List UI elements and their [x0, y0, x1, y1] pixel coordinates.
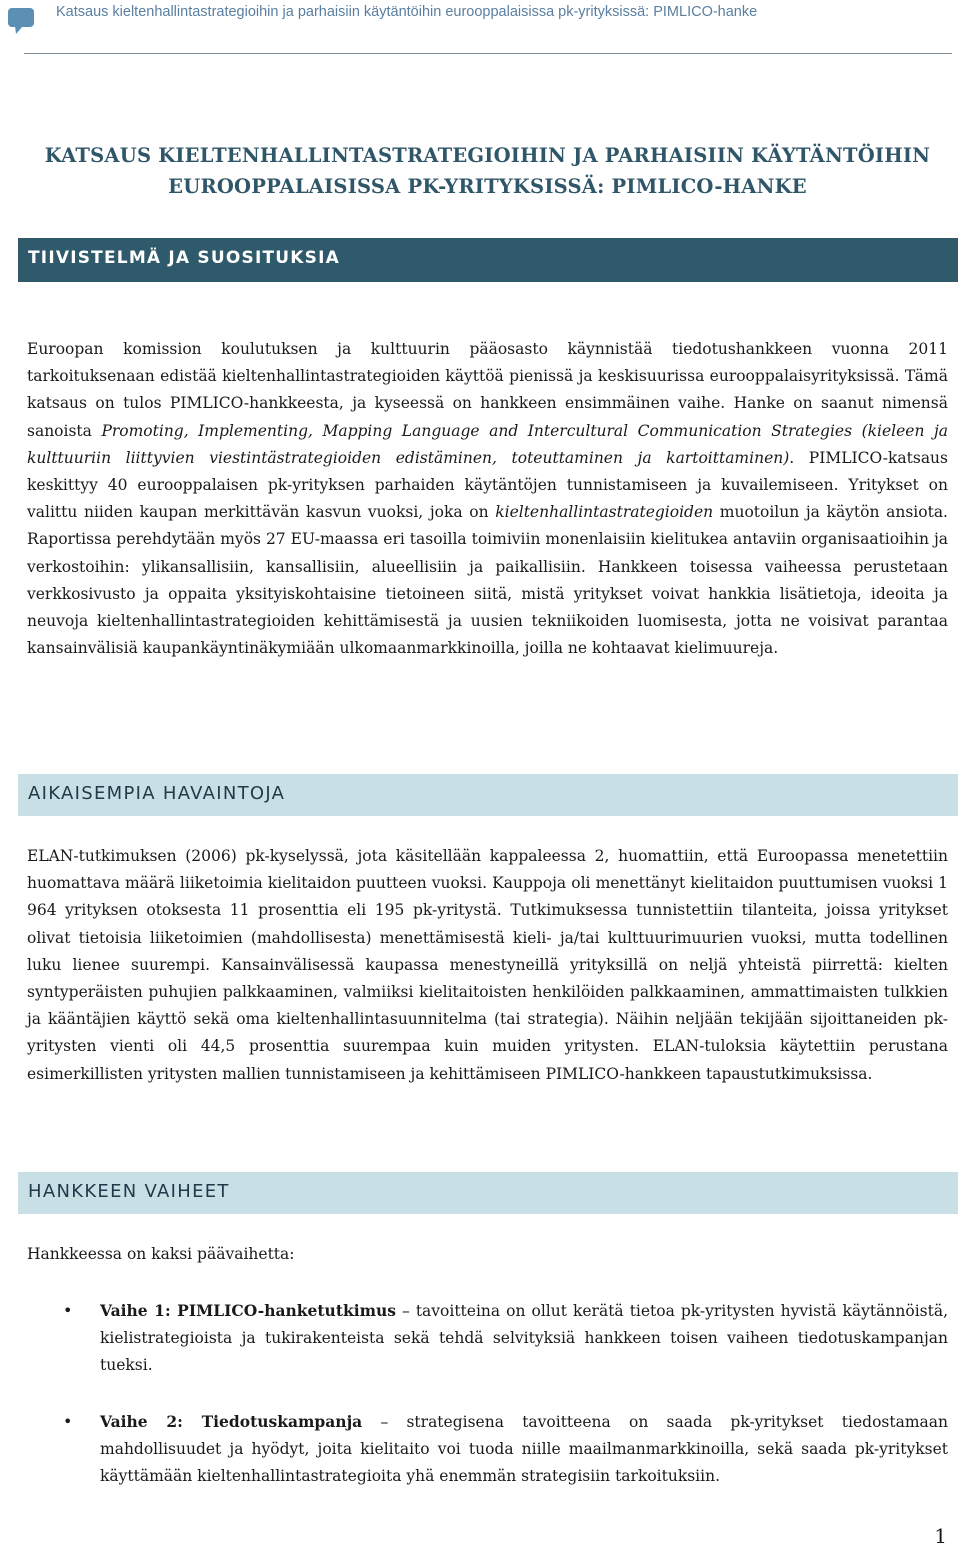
list-item	[27, 1297, 948, 1380]
bullet-icon: •	[63, 1301, 73, 1320]
summary-text-c: . PIMLICO-katsaus keskittyy 40 eurooppalaisen pk-yrityksen parhaiden käytäntöjen tunnistamiseen ja kuvailemiseen. Yritykset on valittu niiden kaupan merkittävän kasvun vuoksi, joka on	[27, 448, 948, 522]
header-rule	[24, 53, 952, 54]
summary-text-e: muotoilun ja käytön ansiota. Raportissa perehdytään myös 27 EU-maassa eri tasoilla toimiviin monenlaisiin kielitukea antaviin organisaatioihin ja verkostoihin: ylikansallisiin, kansallisiin, alueellisiin ja paikallisiin. Hankkeen toisessa vaiheessa perustetaan verkkosivusto ja oppaita yksityiskohtaisine tietoineen siitä, mistä yritykset voivat hankkia lisätietoja, ideoita ja neuvoja kieltenhallintastrategioiden kehittämisestä ja uusien tekniikoiden luomisesta, jotta ne voisivat parantaa kansainvälisiä kaupankäyntinäkymiään ulkomaanmarkkinoilla, joilla ne kohtaavat kielimuureja.	[27, 503, 948, 658]
phase-title: Vaihe 2: Tiedotuskampanja	[100, 1411, 363, 1431]
page-number: 1	[934, 1524, 947, 1548]
findings-paragraph: ELAN-tutkimuksen (2006) pk-kyselyssä, jota käsitellään kappaleessa 2, huomattiin, että Euroopassa menetettiin huomattava määrä liiketoimia kielitaidon puutteen vuoksi. Kauppoja oli menettänyt kielitaidon puuttumisen vuoksi 1 964 yrityksen otoksesta 11 prosenttia eli 195 pk-yritystä. Tutkimuksessa tunnistettiin tilanteita, joissa yritykset olivat tietoisia liiketoimien (mahdollisesta) menettämisestä kieli- ja/tai kulttuurimuurien vuoksi, mutta todellinen luku lienee suurempi. Kansainvälisessä kaupassa menestyneillä yrityksillä on neljä yhteistä piirrettä: kielten syntyperäisten puhujien palkkaaminen, valmiiksi kielitaitoisten henkilöiden palkkaaminen, ammattimaisten tulkkien ja kääntäjien käyttö sekä oma kieltenhallintasuunnitelma (tai strategia). Näihin neljään tekijään sijoittaneiden pk-yritysten vienti oli 44,5 prosenttia suurempaa kuin muiden yritysten. ELAN-tuloksia käytettiin perustana esimerkillisten yritysten mallien tunnistamiseen ja kehittämiseen PIMLICO-hankkeen tapaustutkimuksissa.	[27, 847, 948, 1083]
section-heading-phases	[18, 1172, 958, 1214]
summary-text-a: Euroopan komission koulutuksen ja kulttuurin pääosasto käynnistää tiedotushankkeen vuonna 2011 tarkoituksenaan edistää kieltenhallintastrategioiden käyttöä pienissä ja keskisuurissa eurooppalaisyrityksissä. Tämä katsaus on tulos PIMLICO-hankkeesta, ja kyseessä on hankkeen ensimmäinen vaihe. Hanke on saanut nimensä sanoista	[27, 340, 948, 440]
document-title	[0, 140, 960, 202]
phase-text: – tavoitteina on ollut kerätä tietoa pk-yritysten hyvistä käytännöistä, kielistrategioista ja tukirakenteista sekä tehdä selvityksiä hankkeen toisen vaiheen tiedotuskampanjan tueksi.	[100, 1302, 949, 1375]
phases-intro: Hankkeessa on kaksi päävaihetta:	[27, 1245, 295, 1263]
summary-paragraph	[27, 336, 948, 662]
section-heading-phases-text: HANKKEEN VAIHEET	[28, 1181, 230, 1202]
summary-text-d-italic: kieltenhallintastrategioiden	[495, 503, 714, 522]
section-heading-summary-text: TIIVISTELMÄ JA SUOSITUKSIA	[28, 248, 340, 268]
speech-bubble-icon	[6, 5, 36, 35]
summary-text-b-italic: Promoting, Implementing, Mapping Language and Intercultural Communication Strategies (kieleen ja kulttuuriin liittyvien viestintästrategioiden edistäminen, toteuttaminen ja kartoittaminen)	[27, 421, 949, 467]
phase-title: Vaihe 1: PIMLICO-hanketutkimus	[100, 1301, 397, 1320]
document-title-line-2: EUROOPPALAISISSA PK-YRITYKSISSÄ: PIMLICO-HANKE	[168, 175, 807, 198]
document-title-line-1: KATSAUS KIELTENHALLINTASTRATEGIOIHIN JA PARHAISIIN KÄYTÄNTÖIHIN	[44, 144, 931, 167]
section-heading-findings-text: AIKAISEMPIA HAVAINTOJA	[28, 783, 286, 804]
phase-text: – strategisena tavoitteena on saada pk-yritykset tiedostamaan mahdollisuudet ja hyödyt, joita kielitaito voi tuoda niille maailmanmarkkinoilla, sekä saada pk-yritykset käyttämään kieltenhallintastrategioita yhä enemmän strategisiin tarkoituksiin.	[100, 1412, 948, 1486]
bullet-icon: •	[63, 1411, 73, 1431]
running-head-text: Katsaus kieltenhallintastrategioihin ja parhaisiin käytäntöihin eurooppalaisissa pk-yrityksissä: PIMLICO-hanke	[56, 4, 758, 20]
section-heading-findings	[18, 774, 958, 816]
running-head	[0, 0, 960, 56]
list-item	[27, 1408, 948, 1491]
section-heading-summary	[18, 238, 958, 282]
phases-list	[27, 1297, 948, 1490]
